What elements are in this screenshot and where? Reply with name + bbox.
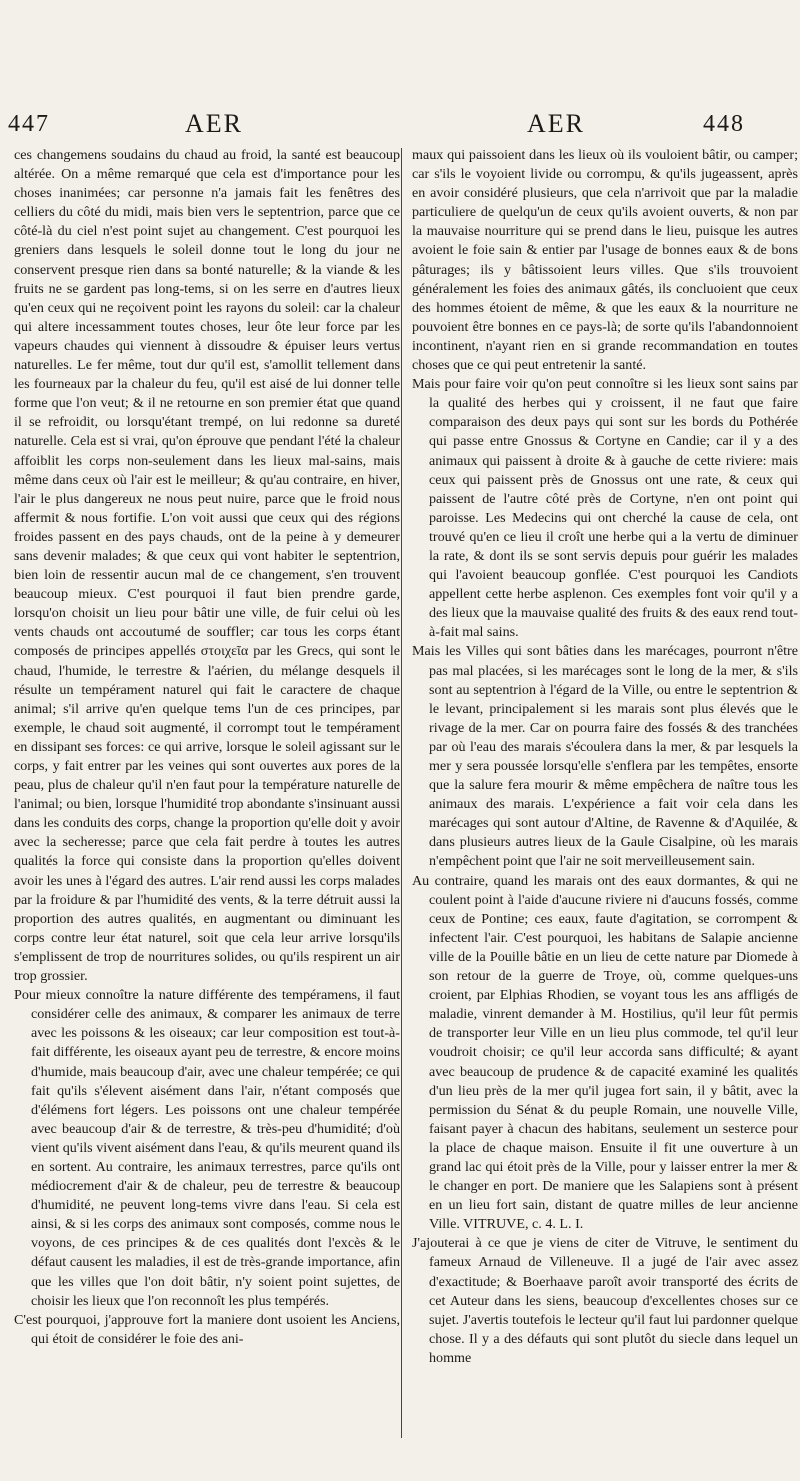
page-header <box>0 104 800 144</box>
column-divider <box>401 148 402 1438</box>
paragraph: J'ajouterai à ce que je viens de citer de Vitruve, le sentiment du fameux Arnaud de Villeneuve. Il a jugé de l'air avec assez d'exactitude; & Boerhaave paroît avoir transporté des écrits de cet Auteur dans les siens, beaucoup d'excellentes choses sur ce sujet. J'avertis toutefois le lecteur qu'il faut lui pardonner quelque chose. Il y a des défauts qui sont plutôt du siecle dans lequel un homme <box>412 1235 798 1366</box>
paragraph: maux qui paissoient dans les lieux où ils vouloient bâtir, ou camper; car s'ils le voyoient livide ou corrompu, & qu'ils jugeassent, après en avoir considéré plusieurs, que cela n'arrivoit que par la maladie particuliere de quelqu'un de ceux qu'ils avoient ouverts, & non par la mauvaise nourriture qui se prend dans le lieu, puisque les autres avoient le foie sain & entier par l'usage de bonnes eaux & de bons pâturages; ils y bâtissoient leurs villes. Que s'ils trouvoient généralement les foies des animaux gâtés, ils concluoient que ceux des hommes étoient de même, & que les eaux & la nourriture ne pouvoient être bonnes en ce pays-là; de sorte qu'ils l'abandonnoient incontinent, n'ayant rien en si grande recommandation en toutes choses que ce qui peut entretenir la santé. <box>412 147 798 374</box>
left-running-head: AER <box>185 109 243 138</box>
left-page-number: 447 <box>8 111 50 137</box>
paragraph: C'est pourquoi, j'approuve fort la maniere dont usoient les Anciens, qui étoit de considérer le foie des ani- <box>14 1311 400 1347</box>
right-column <box>412 146 798 1446</box>
paragraph: ces changemens soudains du chaud au froid, la santé est beaucoup altérée. On a même remarqué que cela est d'importance pour les choses inanimées; car personne n'a jamais fait les fenêtres des celliers du côté du midi, mais bien vers le septentrion, parce que ce côté-là du ciel n'est point sujet au changement. C'est pourquoi les greniers dans lesquels le soleil donne tout le long du jour ne conservent presque rien dans sa bonté naturelle; & la viande & les fruits ne se gardent pas long-tems, si on les serre en d'autres lieux qu'en ceux qui ne reçoivent point les rayons du soleil: car la chaleur qui altere incessamment toutes choses, leur ôte leur force par les vapeurs chaudes qui viennent à dissoudre & épuiser leurs vertus naturelles. Le fer même, tout dur qu'il est, s'amollit tellement dans les fourneaux par la chaleur du feu, qu'il est aisé de lui donner telle forme que l'on veut; & il ne retourne en son premier état que quand il se refroidit, ou lorsqu'étant trempé, on lui redonne sa dureté naturelle. Cela est si vrai, qu'on éprouve que pendant l'été la chaleur affoiblit les corps non-seulement dans les lieux mal-sains, mais même dans ceux où l'air est le meilleur; & qu'au contraire, en hiver, l'air le plus dangereux ne nous peut nuire, parce que le froid nous affermit & nous fortifie. L'on voit aussi que ceux qui des régions froides passent en des pays chauds, ont de la peine à y demeurer sans devenir malades; & que ceux qui vont habiter le septentrion, bien loin de ressentir aucun mal de ce changement, s'en trouvent beaucoup mieux. C'est pourquoi il faut bien prendre garde, lorsqu'on choisit un lieu pour bâtir une ville, de fuir celui où les vents chauds ont accoutumé de souffler; car tous les corps étant composés de principes appellés στοιχεῖα par les Grecs, qui sont le chaud, l'humide, le terrestre & l'aérien, du mélange desquels il résulte un tempérament naturel qui fait le caractere de chaque animal; s'il arrive qu'en quelque tems l'un de ces principes, par exemple, le chaud soit augmenté, il corrompt tout le tempérament en dissipant ses forces: ce qui arrive, lorsque le soleil agissant sur le corps, y fait entrer par les veines qui sont ouvertes aux pores de la peau, plus de chaleur qu'il n'en faut pour la température naturelle de l'animal; ou bien, lorsque l'humidité trop abondante s'insinuant aussi dans les conduits des corps, change la proportion qu'elle doit y avoir avec la secheresse; parce que cela fait perdre à toutes les autres qualités la force qui consiste dans la proportion qu'elles doivent avoir les unes à l'égard des autres. L'air rend aussi les corps malades par la froidure & par l'humidité des vents, & la terre détruit aussi la proportion des autres qualités, en augmentant ou diminuant les corps contre leur état naturel, soit que cela leur arrive lorsqu'ils s'emplissent de trop de nourritures solides, ou qu'ils respirent un air trop grossier. <box>14 147 400 985</box>
paragraph: Mais pour faire voir qu'on peut connoître si les lieux sont sains par la qualité des herbes qui y croissent, il ne faut que faire comparaison des deux pays qui sont sur les bords du Pothérée qui passe entre Gnossus & Cortyne en Candie; car il y a des animaux qui paissent à droite & à gauche de cette riviere: mais ceux qui paissent près de Gnossus ont une rate, & ceux qui paissent de l'autre côté près de Cortyne, n'en ont point qui paroisse. Les Medecins qui ont cherché la cause de cela, ont trouvé qu'en ce lieu il croît une herbe qui a la vertu de diminuer la rate, & dont ils se sont servis depuis pour guérir les malades qui l'avoient beaucoup gonflée. C'est pourquoi les Candiots appellent cette herbe asplenon. Ces exemples font voir qu'il y a des lieux que la mauvaise qualité des fruits & des eaux rend tout-à-fait mal sains. <box>412 376 798 641</box>
paragraph: Pour mieux connoître la nature différente des tempéramens, il faut considérer celle des animaux, & comparer les animaux de terre avec les poissons & les oiseaux; car leur composition est tout-à-fait différente, les oiseaux ayant peu de terrestre, & encore moins d'humide, mais beaucoup d'air, avec une chaleur tempérée; ce qui fait qu'ils s'élevent aisément dans l'air, n'étant composés que d'élémens fort légers. Les poissons ont une chaleur tempérée avec beaucoup d'air & de terrestre, & très-peu d'humidité; d'où vient qu'ils vivent aisément dans l'eau, & qu'ils meurent quand ils en sortent. Au contraire, les animaux terrestres, parce qu'ils ont médiocrement d'air & de chaleur, peu de terrestre & beaucoup d'humidité, ne peuvent long-tems vivre dans l'eau. Si cela est ainsi, & si les corps des animaux sont composés, comme nous le voyons, de ces principes & de ces qualités dont l'excès & le défaut causent les maladies, il est de très-grande importance, afin que les villes que l'on doit bâtir, n'y soient point sujettes, de choisir les lieux que l'on reconnoît les plus tempérés. <box>14 987 400 1309</box>
right-page-number: 448 <box>703 111 745 137</box>
paragraph: Au contraire, quand les marais ont des eaux dormantes, & qui ne coulent point à l'aide d'aucune riviere ni d'aucuns fossés, comme ceux de Pontine; ces eaux, faute d'agitation, se corrompent & infectent l'air. C'est pourquoi, les habitans de Salapie ancienne ville de la Pouille bâtie en un lieu de cette nature par Diomede à son retour de la guerre de Troye, où, comme quelques-uns croient, par Elphias Rhodien, se voyant tous les ans affligés de maladie, vinrent demander à M. Hostilius, qu'il leur fût permis de transporter leur Ville en un lieu plus commode, tel qu'il leur voudroit choisir; ce qu'il leur accorda sans difficulté; & ayant avec beaucoup de prudence & de capacité examiné les qualités d'un lieu près de la mer qu'il jugea fort sain, il y bâtit, avec la permission du Sénat & du peuple Romain, une nouvelle Ville, faisant payer à chacun des habitans, seulement un sesterce pour la place de chaque maison. Ensuite il fit une ouverture à un grand lac qui étoit près de la Ville, pour y laisser entrer la mer & le changer en port. De maniere que les Salapiens sont à présent en un lieu fort sain, distant de quatre milles de leur ancienne Ville. VITRUVE, c. 4. L. I. <box>412 872 798 1233</box>
paragraph: Mais les Villes qui sont bâties dans les marécages, pourront n'être pas mal placées, si les marécages sont le long de la mer, & s'ils sont au septentrion à l'égard de la Ville, ou entre le septentrion & le levant, principalement si les marais sont plus élevés que le rivage de la mer. Car on pourra faire des fossés & des tranchées par où l'eau des marais s'écoulera dans la mer, & par lesquels la mer y sera poussée lorsqu'elle s'enflera par les tempêtes, ensorte que la salure fera mourir & même empêchera de naître tous les animaux des marais. L'expérience a fait voir cela dans les marécages qui sont autour d'Altine, de Ravenne & d'Aquilée, & dans plusieurs autres lieux de la Gaule Cisalpine, où les marais n'empêchent point que l'air ne soit merveilleusement sain. <box>412 643 798 870</box>
right-running-head: AER <box>527 109 585 138</box>
left-column <box>14 146 400 1446</box>
